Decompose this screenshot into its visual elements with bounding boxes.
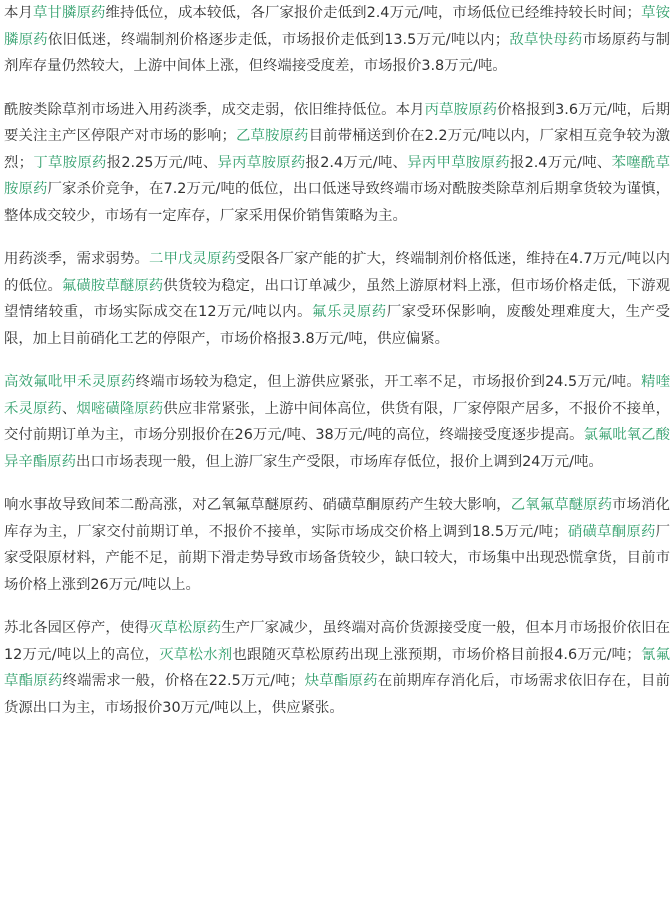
- product-name: 高效氟吡甲禾灵原药: [4, 374, 136, 390]
- text-segment: 用药淡季，需求弱势。: [4, 251, 150, 267]
- text-segment: 厂家受环保影响，废酸处理难度大，生产受限，加上目前硝化工艺的停限产，市场价格报3.8万元/吨，供应偏紧。: [4, 304, 670, 347]
- product-name: 乙草胺原药: [235, 128, 309, 144]
- text-segment: 也跟随灭草松原药出现上涨预期，市场价格目前报4.6万元/吨；: [232, 646, 641, 663]
- text-segment: 依旧低迷，终端制剂价格逐步走低，市场报价走低到13.5万元/吨以内；: [47, 31, 510, 48]
- product-name: 氯氟吡氧乙酸异辛酯原药: [4, 427, 670, 470]
- text-segment: 出口市场表现一般，但上游厂家生产受限，市场库存低位，报价上调到24万元/吨。: [75, 453, 603, 470]
- product-name: 氟乐灵原药: [312, 304, 387, 320]
- product-name: 氰氟草酯原药: [4, 646, 670, 689]
- text-segment: 酰胺类除草剂市场进入用药淡季，成交走弱，依旧维持低位。本月: [4, 101, 425, 118]
- text-segment: 本月: [4, 5, 34, 21]
- text-segment: 报2.4万元/吨、: [305, 154, 408, 171]
- product-name: 草铵膦原药: [4, 5, 670, 48]
- product-name: 草甘膦原药: [33, 5, 106, 21]
- text-segment: 在前期库存消化后，市场需求依旧存在，目前货源出口为主，市场报价30万元/吨以上，供应紧张。: [4, 673, 670, 716]
- product-name: 硝磺草酮原药: [567, 523, 656, 540]
- paragraph-non-selective-herbicides: [4, 0, 670, 80]
- paragraph-dinitroaniline-herbicides: [4, 246, 670, 352]
- paragraph-oxyfluorfen-mesotrione: [4, 492, 670, 598]
- text-segment: 目前带桶送到价在2.2万元/吨以内，厂家相互竞争较为激烈；: [4, 128, 670, 171]
- text-segment: 市场原药与制剂库存量仍然较大，上游中间体上涨，但终端接受度差，市场报价3.8万元/吨。: [4, 31, 670, 74]
- text-segment: 厂家受限原材料，产能不足，前期下滑走势导致市场备货较少，缺口较大，市场集中出现恐慌拿货，目前市场价格上涨到26万元/吨以上。: [4, 523, 670, 593]
- text-segment: 终端市场较为稳定，但上游供应紧张，开工率不足，市场报价到24.5万元/吨。: [135, 374, 641, 390]
- product-name: 丁草胺原药: [33, 154, 107, 171]
- text-segment: 报2.4万元/吨、: [509, 154, 612, 171]
- text-segment: 厂家杀价竞争，在7.2万元/吨的低位，出口低迷导致终端市场对酰胺类除草剂后期拿货较为谨慎，整体成交较少，市场有一定库存，厂家采用保价销售策略为主。: [4, 181, 670, 224]
- paragraph-amide-herbicides: [4, 97, 670, 230]
- text-segment: 终端需求一般，价格在22.5万元/吨；: [62, 673, 305, 689]
- text-segment: 供应非常紧张，上游中间体高位，供货有限，厂家停限产居多，不报价不接单，交付前期订单为主，市场分别报价在26万元/吨、38万元/吨的高位，终端接受度逐步提高。: [4, 400, 670, 443]
- product-name: 氟磺胺草醚原药: [61, 277, 164, 294]
- text-segment: 报2.25万元/吨、: [106, 154, 218, 171]
- product-name: 苯噻酰草胺原药: [4, 154, 670, 197]
- product-name: 精喹禾灵原药: [4, 374, 670, 417]
- product-name: 二甲戊灵原药: [149, 251, 237, 267]
- product-name: 乙氧氟草醚原药: [510, 497, 613, 513]
- text-segment: 维持低位，成本较低，各厂家报价走低到2.4万元/吨，市场低位已经维持较长时间；: [105, 5, 641, 21]
- product-name: 烟嘧磺隆原药: [76, 400, 164, 417]
- product-name: 灭草松水剂: [159, 646, 233, 663]
- paragraph-bentazone-and-others: [4, 615, 670, 721]
- text-segment: 、: [61, 400, 77, 417]
- text-segment: 响水事故导致间苯二酚高涨，对乙氧氟草醚原药、硝磺草酮原药产生较大影响，: [4, 497, 511, 513]
- product-name: 异丙草胺原药: [217, 154, 306, 171]
- product-name: 异丙甲草胺原药: [407, 154, 510, 171]
- text-segment: 受限各厂家产能的扩大，终端制剂价格低迷，维持在4.7万元/吨以内的低位。: [4, 251, 670, 294]
- text-segment: 苏北各园区停产，使得: [4, 620, 149, 636]
- product-name: 灭草松原药: [148, 620, 222, 636]
- text-segment: 供货较为稳定，出口订单减少，虽然上游原材料上涨，但市场价格走低，下游观望情绪较重，市场实际成交在12万元/吨以内。: [4, 277, 670, 320]
- text-segment: 市场消化库存为主，厂家交付前期订单，不报价不接单，实际市场成交价格上调到18.5万元/吨；: [4, 497, 670, 540]
- text-segment: 价格报到3.6万元/吨，后期要关注主产区停限产对市场的影响；: [4, 101, 670, 144]
- product-name: 炔草酯原药: [304, 673, 378, 689]
- product-name: 敌草快母药: [509, 31, 583, 48]
- text-segment: 生产厂家减少，虽终端对高价货源接受度一般，但本月市场报价依旧在12万元/吨以上的高位，: [4, 620, 670, 663]
- article-body: [4, 0, 670, 721]
- product-name: 丙草胺原药: [424, 101, 498, 118]
- paragraph-post-emergence-herbicides: [4, 369, 670, 475]
